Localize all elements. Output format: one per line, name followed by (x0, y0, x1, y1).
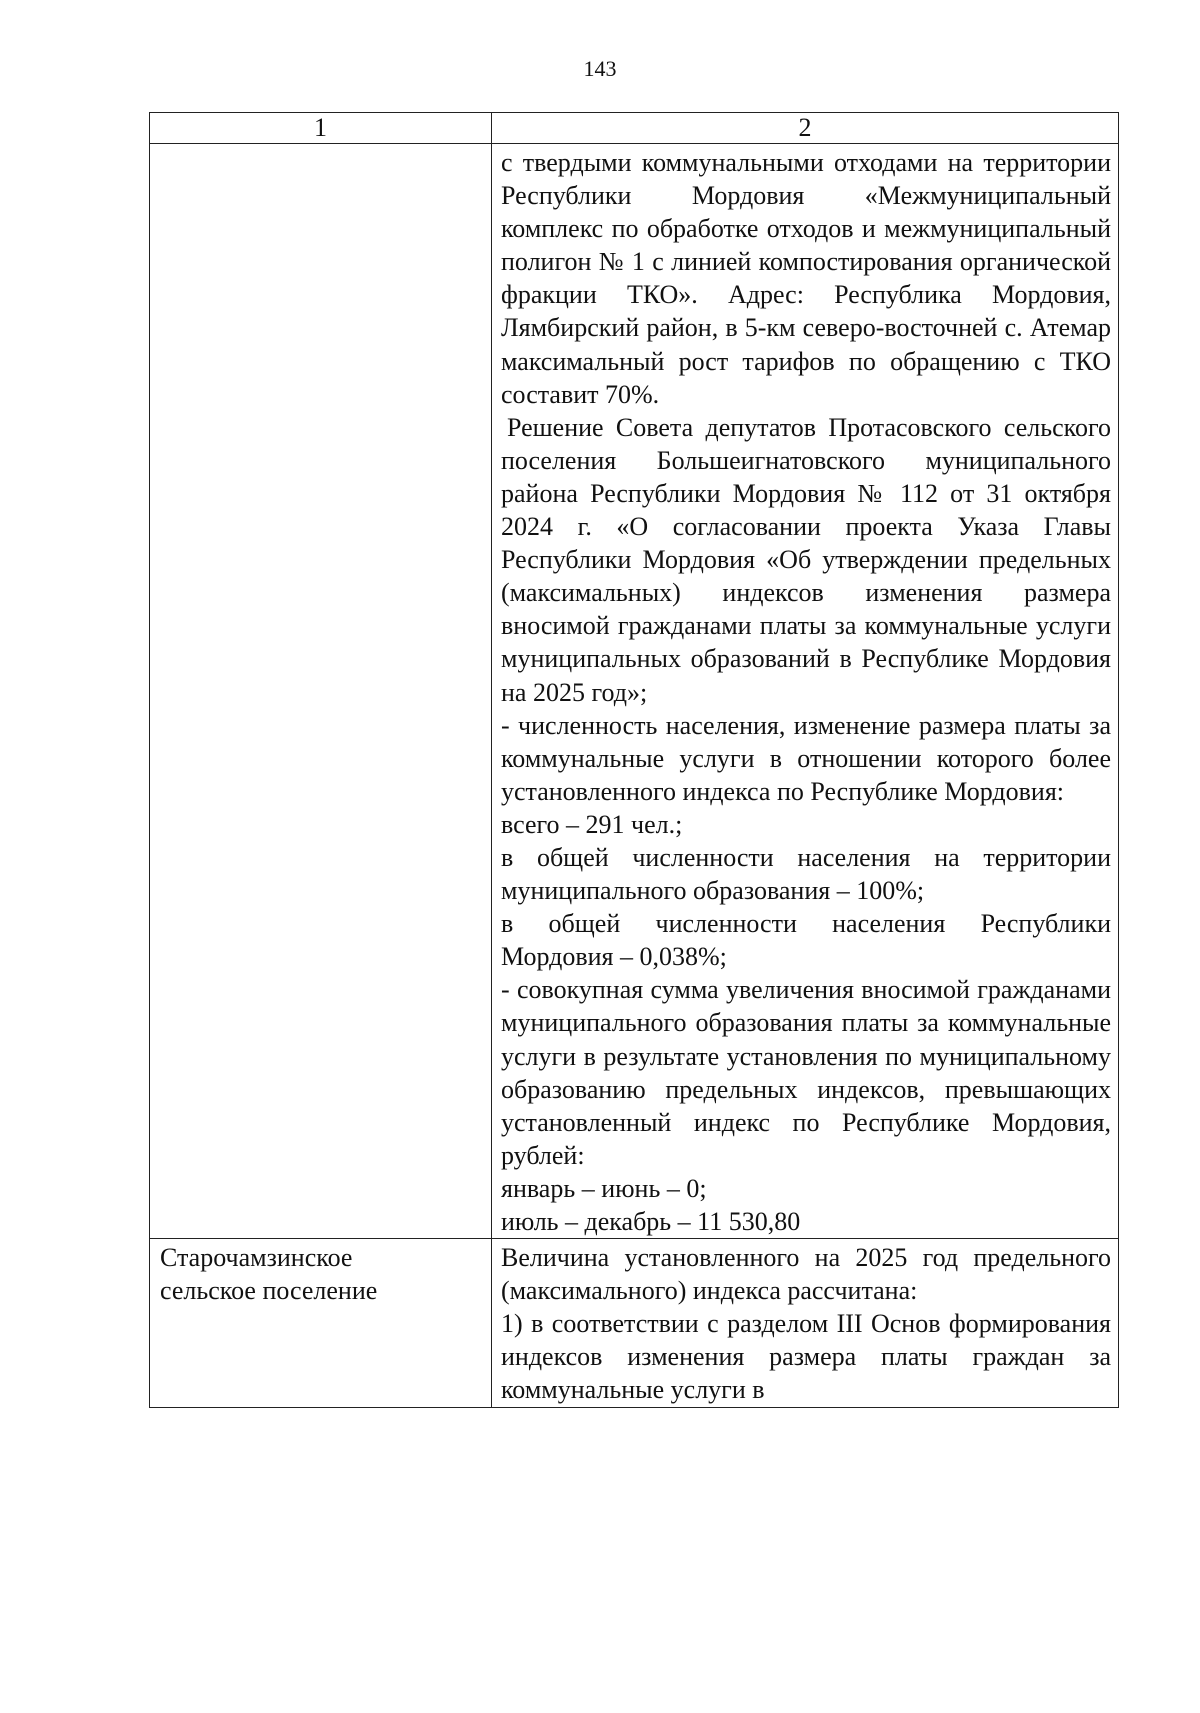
paragraph-tko-complex: с твердыми коммунальными отходами на территории Республики Мордовия «Межмуниципальный комплекс по обработке отходов и межмуниципальный полигон № 1 с линией компостирования органической фракции ТКО». Адрес: Республика Мордовия, Лямбирский район, в 5-км северо-восточней с. Атемар максимальный рост тарифов по обращению с ТКО составит 70%. (501, 148, 1111, 409)
row2-col2 (492, 1239, 1119, 1407)
paragraph-section-iii: 1) в соответствии с разделом III Основ формирования индексов изменения размера платы граждан за коммунальные услуги в (501, 1309, 1111, 1405)
population-share-municipal: в общей численности населения на территории муниципального образования – 100%; (501, 842, 1111, 906)
row1-col2 (492, 144, 1119, 1239)
page-number: 143 (583, 56, 617, 81)
column-header-1: 1 (150, 113, 492, 144)
increase-jan-jun: январь – июнь – 0; (501, 1173, 707, 1203)
paragraph-index-value: Величина установленного на 2025 год предельного (максимального) индекса рассчитана: (501, 1243, 1111, 1306)
document-table (149, 112, 1119, 1408)
municipality-name-line2: сельское поселение (160, 1276, 378, 1306)
paragraph-council-decision: Решение Совета депутатов Протасовского сельского поселения Большеигнатовского муниципального района Республики Мордовия № 112 от 31 октября 2024 г. «О согласовании проекта Указа Главы Республики Мордовия «Об утверждении предельных (максимальных) индексов изменения размера вносимой гражданами платы за коммунальные услуги муниципальных образований в Республике Мордовия на 2025 год»; (501, 412, 1111, 707)
municipality-name-line1: Старочамзинское (160, 1243, 353, 1273)
population-total: всего – 291 чел.; (501, 809, 683, 839)
increase-jul-dec: июль – декабрь – 11 530,80 (501, 1207, 801, 1236)
row1-col1 (150, 144, 492, 1239)
paragraph-total-increase: - совокупная сумма увеличения вносимой гражданами муниципального образования платы за коммунальные услуги в результате установления по муниципальному образованию предельных индексов, превышающих установленный индекс по Республике Мордовия, рублей: (501, 975, 1111, 1170)
column-header-2: 2 (492, 113, 1119, 144)
paragraph-population-count: - численность населения, изменение размера платы за коммунальные услуги в отношении которого более установленного индекса по Республике Мордовия: (501, 710, 1111, 806)
table-row (150, 144, 1119, 1239)
table-row (150, 1239, 1119, 1407)
population-share-republic: в общей численности населения Республики Мордовия – 0,038%; (501, 909, 1111, 972)
row2-col1 (150, 1239, 492, 1407)
table-header-row (150, 113, 1119, 144)
